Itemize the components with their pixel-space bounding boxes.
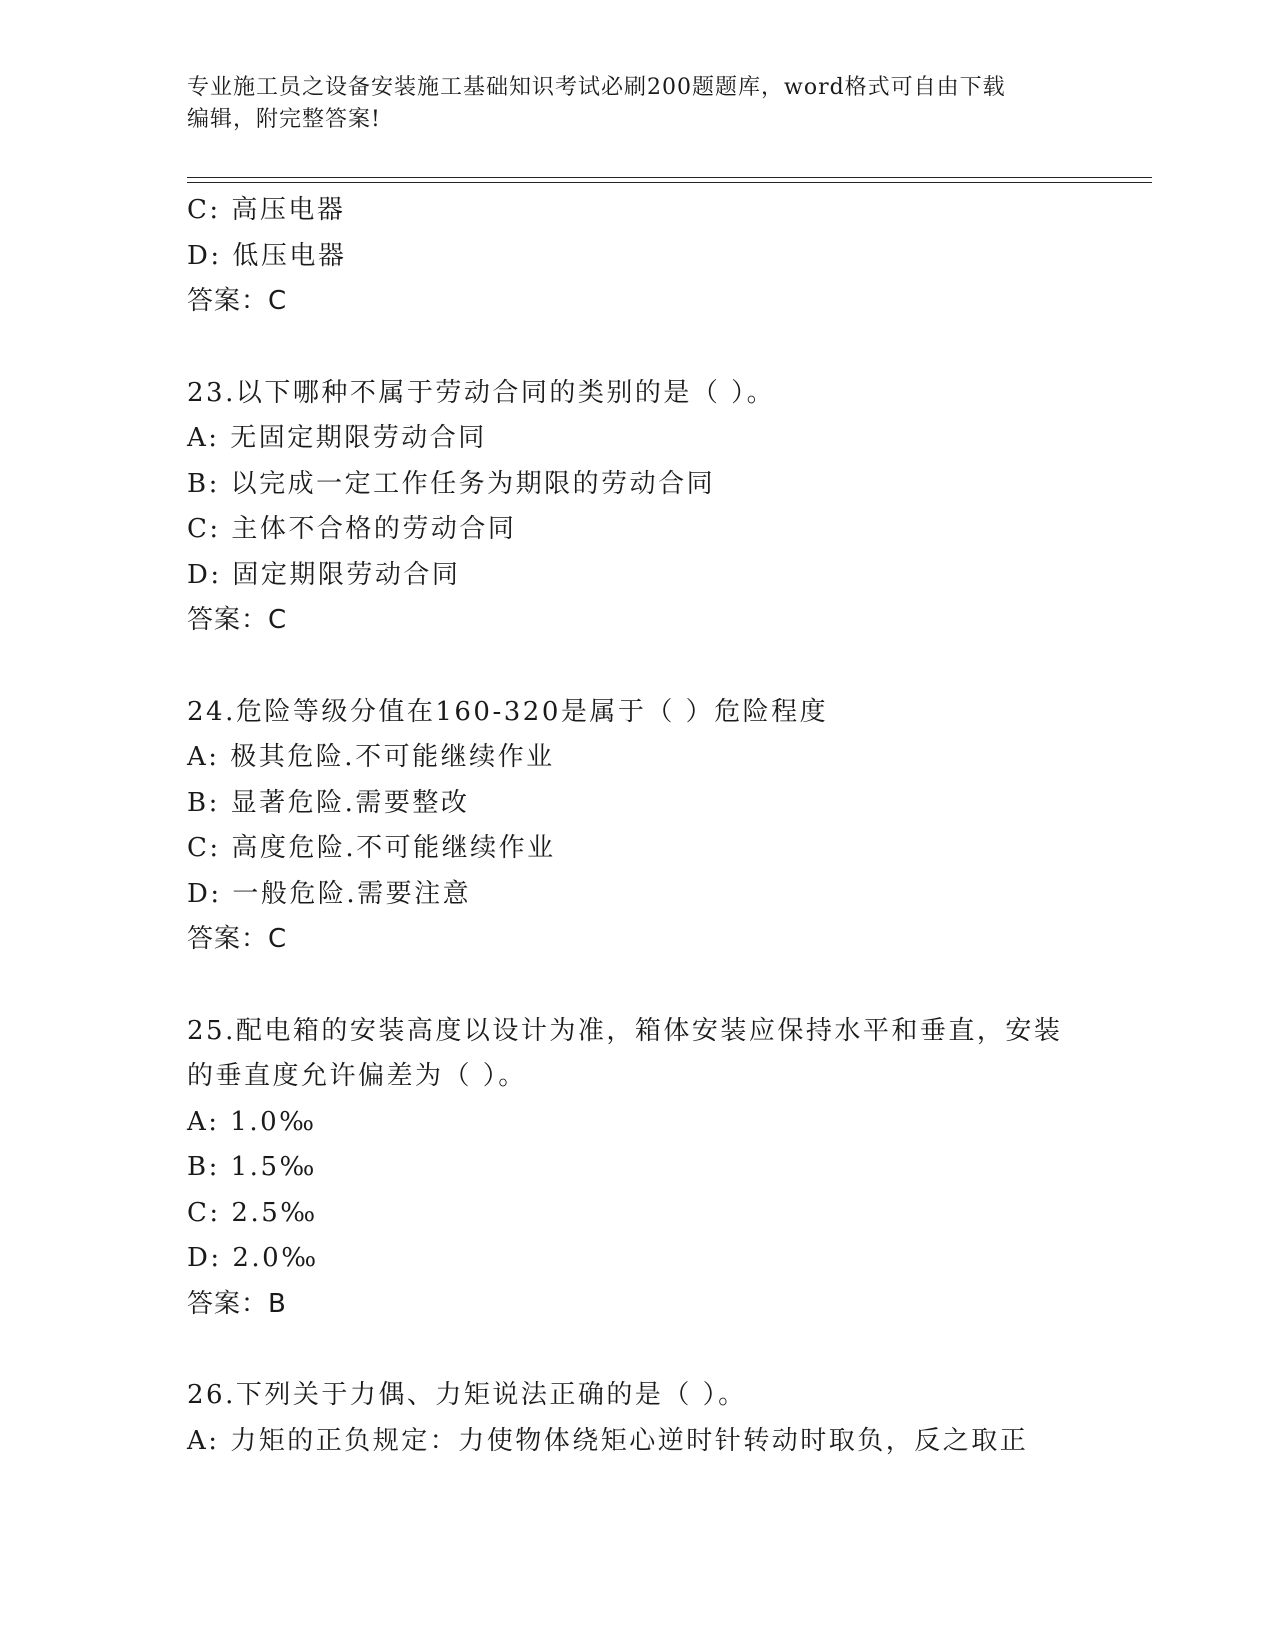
option-a: A: 无固定期限劳动合同	[187, 423, 487, 453]
answer-label: 答案：C	[187, 286, 288, 316]
question-block-23	[187, 371, 1087, 644]
option-b: B: 显著危险.需要整改	[187, 787, 470, 818]
question-text: 26.下列关于力偶、力矩说法正确的是（ ）。	[187, 1380, 747, 1410]
header-divider-top	[187, 177, 1152, 178]
header-title-line1: 专业施工员之设备安装施工基础知识考试必刷200题题库，word格式可自由下载	[187, 75, 1006, 100]
spacer	[187, 644, 1087, 690]
question-text-line1: 25.配电箱的安装高度以设计为准，箱体安装应保持水平和垂直，安装	[187, 1015, 1063, 1046]
question-block-26	[187, 1373, 1087, 1464]
question-text: 23.以下哪种不属于劳动合同的类别的是（ ）。	[187, 377, 776, 408]
question-list	[187, 188, 1087, 1464]
option-a: A: 极其危险.不可能继续作业	[187, 742, 555, 772]
option-d: D: 低压电器	[187, 240, 347, 271]
question-block-25	[187, 1009, 1087, 1328]
option-b: B: 以完成一定工作任务为期限的劳动合同	[187, 468, 716, 499]
answer-label: 答案：B	[187, 1288, 287, 1319]
option-c: C: 高度危险.不可能继续作业	[187, 833, 556, 863]
option-b: B: 1.5‰	[187, 1152, 317, 1182]
option-a: A: 1.0‰	[187, 1106, 317, 1137]
question-block-24	[187, 690, 1087, 963]
header-divider-bottom	[187, 182, 1152, 183]
option-a: A: 力矩的正负规定：力使物体绕矩心逆时针转动时取负，反之取正	[187, 1425, 1029, 1456]
answer-label: 答案：C	[187, 924, 288, 954]
spacer	[187, 325, 1087, 371]
option-d: D: 一般危险.需要注意	[187, 878, 472, 909]
option-c: C: 主体不合格的劳动合同	[187, 514, 517, 544]
question-block-22	[187, 188, 1087, 325]
option-d: D: 2.0‰	[187, 1243, 319, 1273]
header-title-line2: 编辑，附完整答案!	[187, 107, 381, 132]
spacer	[187, 963, 1087, 1009]
option-d: D: 固定期限劳动合同	[187, 559, 461, 590]
option-c: C: 2.5‰	[187, 1197, 318, 1228]
option-c: C: 高压电器	[187, 195, 346, 225]
question-text-line2: 的垂直度允许偏差为（ ）。	[187, 1061, 527, 1091]
document-header	[187, 72, 1087, 136]
spacer	[187, 1327, 1087, 1373]
question-text: 24.危险等级分值在160-320是属于（ ）危险程度	[187, 696, 829, 727]
answer-label: 答案：C	[187, 605, 288, 635]
